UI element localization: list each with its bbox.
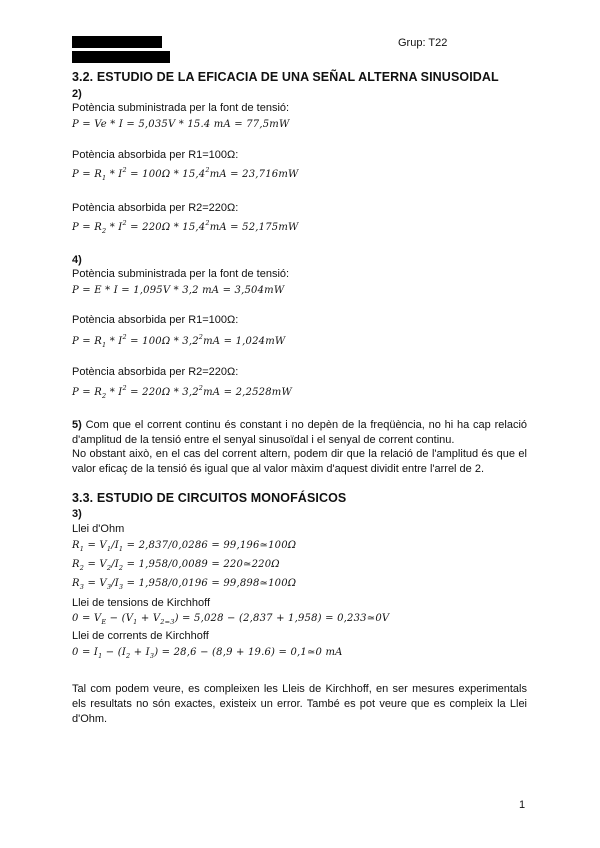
part-4-formula-r1: $P = R_1 * I^2 = 100\Omega * 3,2^2mA = 1,024mW$ [72, 333, 286, 349]
part-5-paragraph-1: 5) Com que el corrent continu és constant i no depèn de la freqüència, no hi ha cap relació d'amplitud de la tensió entre el senyal sinusoïdal i el senyal de corrent continu. [72, 419, 527, 446]
group-label: Grup: T22 [398, 37, 448, 49]
ohm-r3-formula: $R_3 = V_3/I_3 = 1,958/0,0196$ = 99,898≃100Ω [72, 578, 297, 591]
part-4-label-r1: Potència absorbida per R1=100Ω: [72, 314, 239, 326]
part-2-label-r1: Potència absorbida per R1=100Ω: [72, 149, 239, 161]
part-2-label-r2: Potència absorbida per R2=220Ω: [72, 202, 239, 214]
ohm-r1-formula: $R_1 = V_1/I_1 = 2,837/0,0286$ = 99,196≃100Ω [72, 540, 297, 553]
part-4-formula-r2: $P = R_2 * I^2 = 220\Omega * 3,2^2mA = 2,2528mW$ [72, 384, 292, 400]
kvl-formula: $0 = V_E - (V_1 + V_{2=3}) = 5,028 - (2,837 + 1,958)$ = 0,233≃0V [72, 613, 390, 626]
part-2-formula-r2: $P = R_2 * I^2 = 220\Omega * 15,4^2mA = 52,175mW$ [72, 219, 299, 235]
ohm-law-label: Llei d'Ohm [72, 523, 125, 535]
part-2-formula-source: P = Ve * I = 5,035V * 15.4 mA = 77,5mW [72, 119, 290, 130]
part-3-number: 3) [72, 508, 82, 520]
conclusion-paragraph: Tal com podem veure, es compleixen les Lleis de Kirchhoff, en ser mesures experimentals els resultats no són exactes, existeix un error. També es pot veure que es compleix la Llei d'Ohm. [72, 683, 527, 725]
part-5-paragraph-2: No obstant això, en el cas del corrent altern, podem dir que la relació de l'amplitud és que el valor eficaç de la tensió és igual que al valor màxim d'aquest dividit entre l'arrel de 2. [72, 448, 527, 475]
redacted-name-bar-2 [72, 51, 170, 63]
part-4-label-r2: Potència absorbida per R2=220Ω: [72, 366, 239, 378]
part-2-number: 2) [72, 88, 82, 100]
part-2-formula-r1: $P = R_1 * I^2 = 100\Omega * 15,4^2mA = 23,716mW$ [72, 166, 299, 182]
kvl-label: Llei de tensions de Kirchhoff [72, 597, 210, 609]
ohm-r2-formula: $R_2 = V_2/I_2 = 1,958/0,0089$ = 220≃220Ω [72, 559, 280, 572]
section-3-2-title: 3.2. ESTUDIO DE LA EFICACIA DE UNA SEÑAL ALTERNA SINUSOIDAL [72, 70, 499, 84]
kcl-label: Llei de corrents de Kirchhoff [72, 630, 209, 642]
redacted-name-bar-1 [72, 36, 162, 48]
part-4-formula-source: P = E * I = 1,095V * 3,2 mA = 3,504mW [72, 285, 285, 296]
page-number: 1 [519, 799, 526, 811]
part-4-number: 4) [72, 254, 82, 266]
section-3-3-title: 3.3. ESTUDIO DE CIRCUITOS MONOFÁSICOS [72, 491, 347, 505]
part-4-label-source: Potència subministrada per la font de tensió: [72, 268, 290, 280]
part-2-label-source: Potència subministrada per la font de tensió: [72, 102, 290, 114]
kcl-formula: $0 = I_1 - (I_2 + I_3) = 28,6 - (8,9 + 19.6)$ = 0,1≃0 mA [72, 647, 343, 660]
